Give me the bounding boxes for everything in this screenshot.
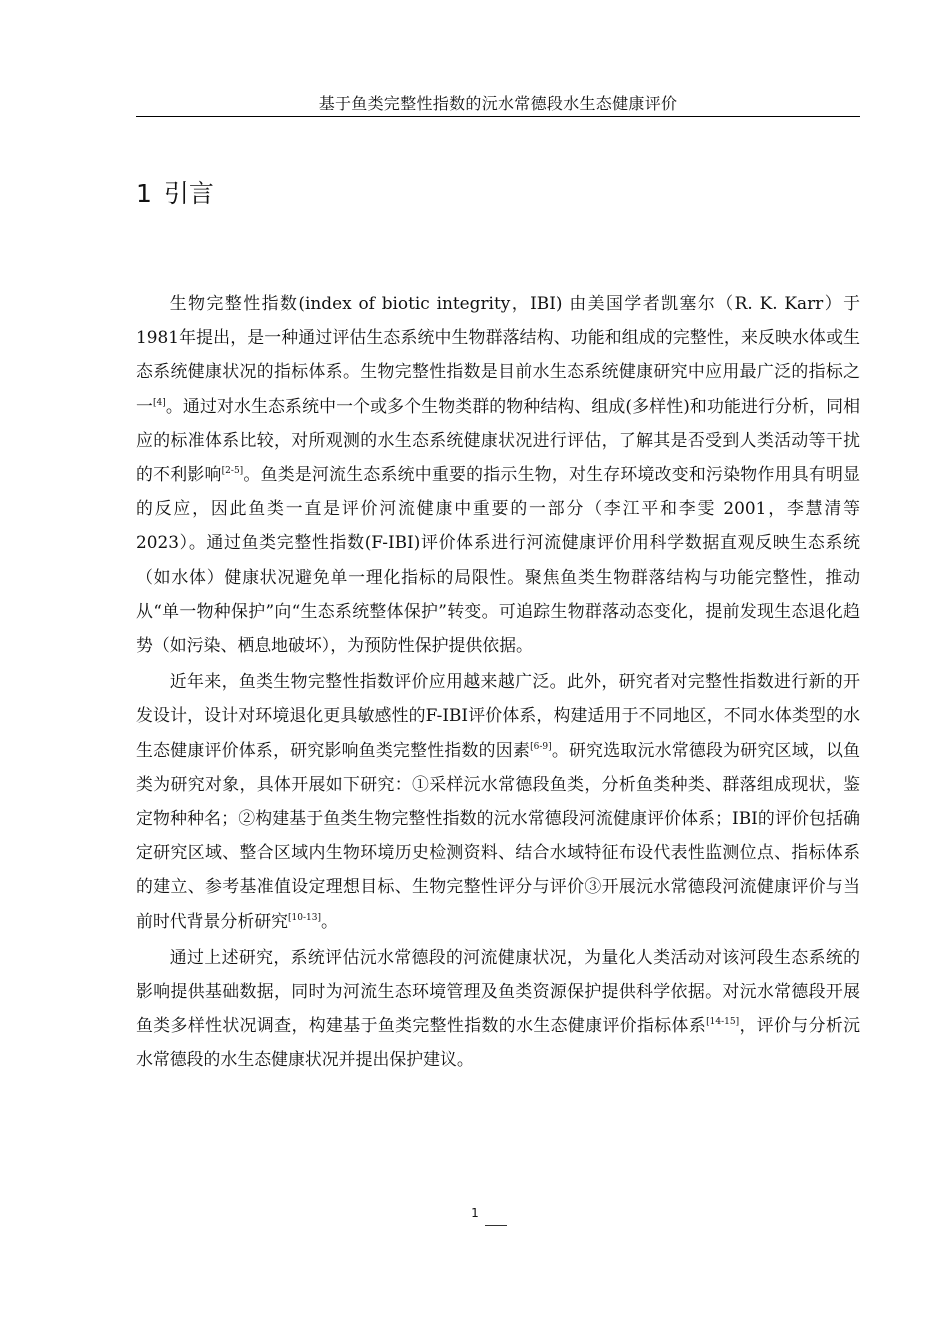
- citation-ref: [6-9]: [530, 741, 552, 752]
- paragraph-text: 。: [320, 910, 338, 931]
- citation-ref: [4]: [153, 397, 166, 408]
- footer-rule: [485, 1225, 507, 1226]
- paragraph: [136, 940, 860, 1077]
- paragraph: [136, 286, 860, 662]
- page-number: 1: [471, 1206, 479, 1220]
- section-heading: [136, 178, 214, 210]
- paragraph-text: 生物完整性指数(index of biotic integrity，IBI) 由美国学者凯塞尔（R. K. Karr）于1981年提出，是一种通过评估生态系统中生物群落结构、功能和组成的完整性，来反映水体或生态系统健康状况的指标体系。生物完整性指数是目前水生态系统健康研究中应用最广泛的指标之一: [136, 293, 860, 416]
- paragraph-text: 。研究选取沅水常德段为研究区域，以鱼类为研究对象，具体开展如下研究：①采样沅水常德段鱼类，分析鱼类种类、群落组成现状，鉴定物种种名；②构建基于鱼类生物完整性指数的沅水常德段河流健康评价体系；IBI的评价包括确定研究区域、整合区域内生物环境历史检测资料、结合水域特征布设代表性监测位点、指标体系的建立、参考基准值设定理想目标、生物完整性评分与评价③开展沅水常德段河流健康评价与当前时代背景分析研究: [136, 739, 861, 931]
- section-title: 引言: [163, 179, 214, 208]
- header-rule: [136, 116, 860, 117]
- citation-ref: [14-15]: [706, 1017, 740, 1028]
- paragraph-text: 。通过对水生态系统中一个或多个生物类群的物种结构、组成(多样性)和功能进行分析，同相应的标准体系比较，对所观测的水生态系统健康状况进行评估，了解其是否受到人类活动等干扰的不利影响: [136, 395, 860, 485]
- paragraph-text: 。鱼类是河流生态系统中重要的指示生物，对生存环境改变和污染物作用具有明显的反应，因此鱼类一直是评价河流健康中重要的一部分（李江平和李雯 2001，李慧清等 2023）。通过鱼类完整性指数(F-IBI)评价体系进行河流健康评价用科学数据直观反映生态系统（如水体）健康状况避免单一理化指标的局限性。聚焦鱼类生物群落结构与功能完整性，推动从“单一物种保护”向“生态系统整体保护”转变。可追踪生物群落动态变化，提前发现生态退化趋势（如污染、栖息地破坏），为预防性保护提供依据。: [136, 464, 860, 656]
- paragraph: [136, 664, 860, 938]
- paragraph-text: ，评价与分析沅水常德段的水生态健康状况并提出保护建议。: [136, 1015, 861, 1070]
- citation-ref: [10-13]: [288, 912, 321, 923]
- section-number: 1: [136, 179, 152, 208]
- running-header: 基于鱼类完整性指数的沅水常德段水生态健康评价: [318, 94, 678, 113]
- body-text: [136, 286, 860, 1077]
- paragraph-text: 近年来，鱼类生物完整性指数评价应用越来越广泛。此外，研究者对完整性指数进行新的开发设计，设计对环境退化更具敏感性的F-IBI评价体系，构建适用于不同地区，不同水体类型的水生态健康评价体系，研究影响鱼类完整性指数的因素: [136, 671, 860, 760]
- paragraph-text: 通过上述研究，系统评估沅水常德段的河流健康状况，为量化人类活动对该河段生态系统的影响提供基础数据，同时为河流生态环境管理及鱼类资源保护提供科学依据。对沅水常德段开展鱼类多样性状况调查，构建基于鱼类完整性指数的水生态健康评价指标体系: [136, 946, 860, 1036]
- citation-ref: [2-5]: [221, 466, 244, 477]
